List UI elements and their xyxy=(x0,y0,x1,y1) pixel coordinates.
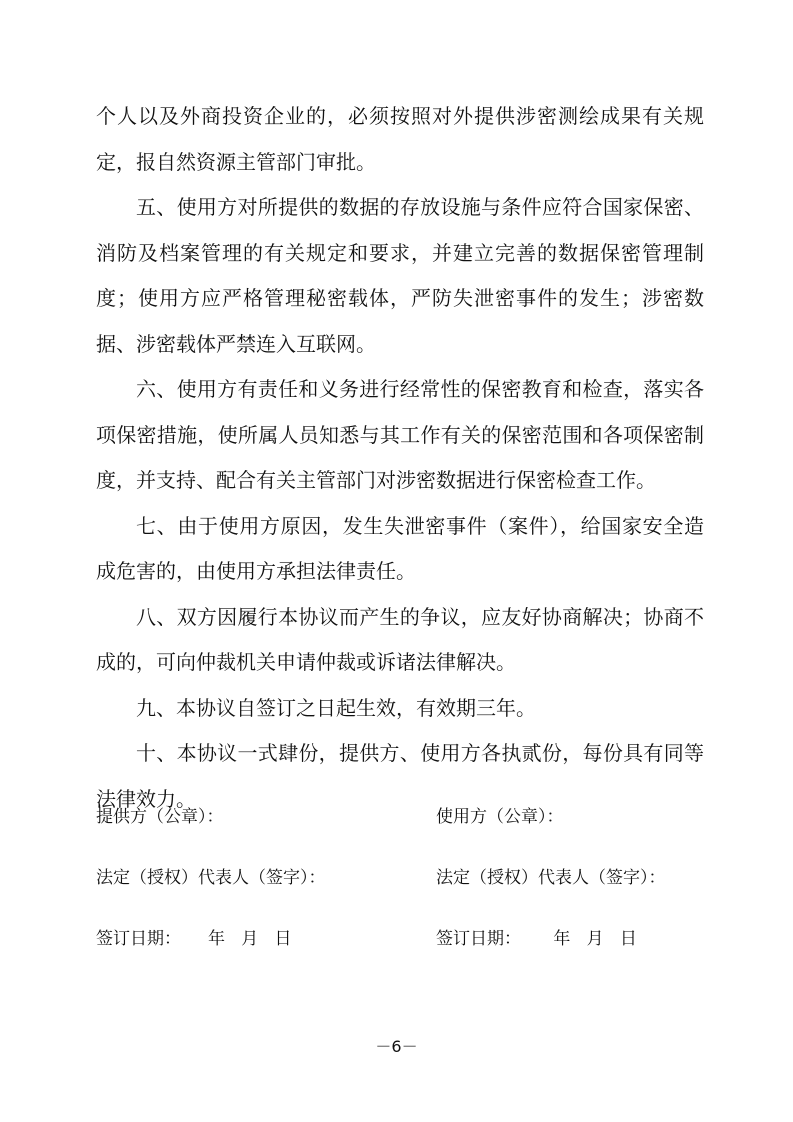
date-row xyxy=(96,912,704,973)
clause-7: 七、由于使用方原因，发生失泄密事件（案件），给国家安全造成危害的，由使用方承担法律责任。 xyxy=(96,513,704,583)
clause-10: 十、本协议一式肆份，提供方、使用方各执贰份，每份具有同等法律效力。 xyxy=(96,741,704,811)
clause-6: 六、使用方有责任和义务进行经常性的保密教育和检查，落实各项保密措施，使所属人员知悉与其工作有关的保密范围和各项保密制度，并支持、配合有关主管部门对涉密数据进行保密检查工作。 xyxy=(96,377,704,492)
seal-row xyxy=(96,790,704,851)
agreement-body xyxy=(96,94,704,822)
user-seal-label: 使用方（公章）： xyxy=(436,807,564,827)
provider-representative-label: 法定（授权）代表人（签字）： xyxy=(96,868,326,888)
signature-block xyxy=(96,790,704,973)
clause-5: 五、使用方对所提供的数据的存放设施与条件应符合国家保密、消防及档案管理的有关规定和要求，并建立完善的数据保密管理制度；使用方应严格管理秘密载体，严防失泄密事件的发生；涉密数据、涉密载体严禁连入互联网。 xyxy=(96,195,704,356)
user-representative-label: 法定（授权）代表人（签字）： xyxy=(436,868,666,888)
provider-date-label: 签订日期： 年 月 日 xyxy=(96,929,292,949)
user-date-label: 签订日期： 年 月 日 xyxy=(436,929,637,949)
provider-seal-label: 提供方（公章）： xyxy=(96,807,224,827)
clause-9: 九、本协议自签订之日起生效，有效期三年。 xyxy=(136,695,536,720)
paragraph-continuation: 个人以及外商投资企业的，必须按照对外提供涉密测绘成果有关规定，报自然资源主管部门审批。 xyxy=(96,104,704,174)
representative-row xyxy=(96,851,704,912)
clause-8: 八、双方因履行本协议而产生的争议，应友好协商解决；协商不成的，可向仲裁机关申请仲裁或诉诸法律解决。 xyxy=(96,604,704,674)
page-number: －6－ xyxy=(375,1037,418,1056)
